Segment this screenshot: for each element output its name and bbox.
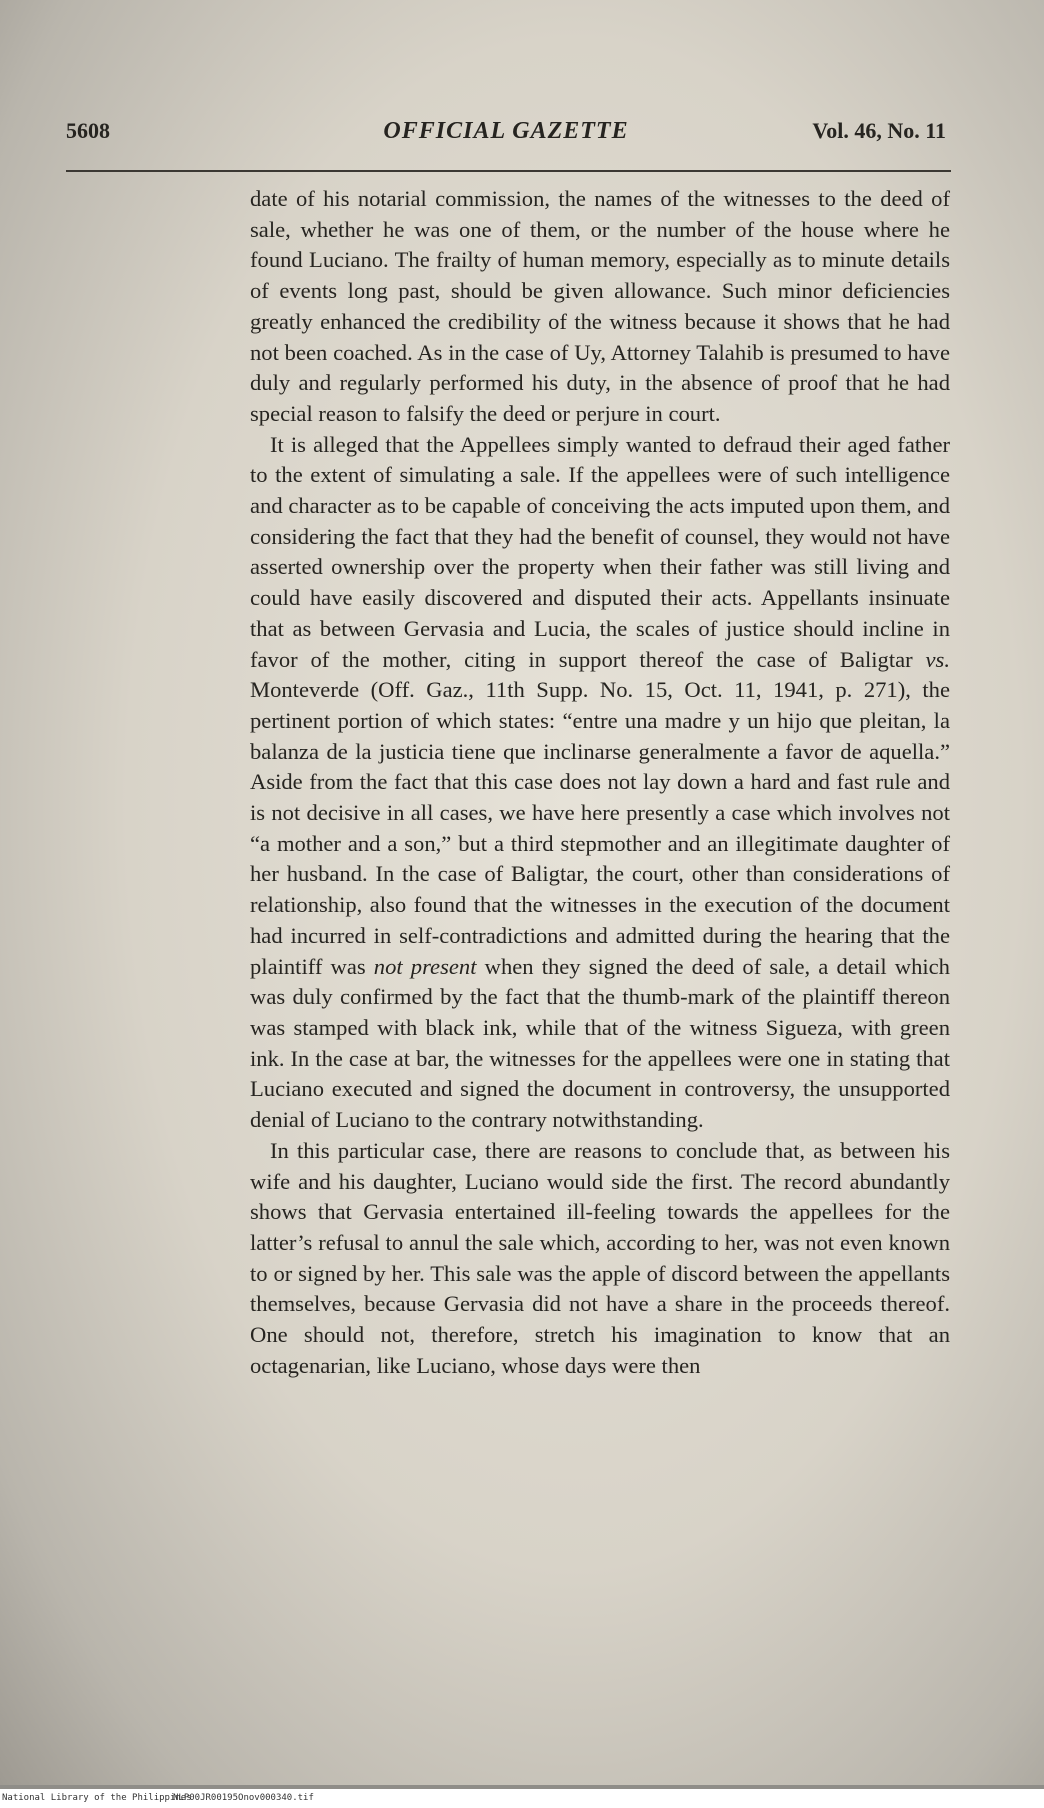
paragraph-particular-case: In this particular case, there are reasons to conclude that, as between his wife and his daughter, Luciano would side the first. The record abundantly shows that Gervasia entertained ill-feeling towards the appellees for the latter’s refusal to annul the sale which, according to her, was not even known to or signed by her. This sale was the apple of discord between the appellants themselves, because Gervasia did not have a share in the proceeds thereof. One should not, therefore, stretch his imagination to know that an octagenarian, like Luciano, whose days were then: [250, 1137, 950, 1378]
header-rule: [66, 170, 951, 172]
publication-title: OFFICIAL GAZETTE: [383, 118, 629, 144]
paragraph-defraud: [250, 430, 950, 1136]
scan-file-id: NLP00JR00195Onov000340.tif: [173, 1793, 314, 1803]
body-text: [250, 184, 950, 1381]
paragraph-text: when they signed the deed of sale, a detail which was duly confirmed by the fact that the thumb-mark of the plaintiff thereon was stamped with black ink, while that of the witness Sigueza, with green ink. In the case at bar, the witnesses for the appellees were one in stating that Luciano executed and signed the document in controversy, the unsupported denial of Luciano to the contrary notwithstanding.: [250, 953, 950, 1133]
scan-footer: [0, 1789, 1044, 1808]
emphasis-text: not present: [373, 953, 477, 979]
paragraph-text: It is alleged that the Appellees simply wanted to defraud their aged father to the extent of simulating a sale. If the appellees were of such intelligence and character as to be capable of conceiving the acts imputed upon them, and considering the fact that they had the benefit of counsel, they would not have asserted ownership over the property when their father was still living and could have easily discovered and disputed their acts. Appellants insinuate that as between Gervasia and Lucia, the scales of justice should incline in favor of the mother, citing in support thereof the case of Baligtar: [250, 431, 950, 672]
library-credit: National Library of the Philippines: [2, 1793, 192, 1803]
running-header: [66, 118, 946, 158]
versus-abbrev: vs.: [925, 646, 950, 672]
page-number: 5608: [66, 118, 110, 143]
paragraph-continued: date of his notarial commission, the names of the witnesses to the deed of sale, whether he was one of them, or the number of the house where he found Luciano. The frailty of human memory, especially as to minute details of events long past, should be given allowance. Such minor deficiencies greatly enhanced the credibility of the witness because it shows that he had not been coached. As in the case of Uy, Attorney Talahib is presumed to have duly and regularly performed his duty, in the absence of proof that he had special reason to falsify the deed or perjure in court.: [250, 186, 950, 426]
paragraph-text: Monteverde (Off. Gaz., 11th Supp. No. 15, Oct. 11, 1941, p. 271), the pertinent portion of which states: “entre una madre y un hijo que pleitan, la balanza de la justicia tiene que inclinarse generalmente a favor de aquella.” Aside from the fact that this case does not lay down a hard and fast rule and is not decisive in all cases, we have here presently a case which involves not “a mother and a son,” but a third stepmother and an illegitimate daughter of her husband. In the case of Baligtar, the court, other than considerations of relationship, also found that the witnesses in the execution of the document had incurred in self-contradictions and admitted during the hearing that the plaintiff was: [250, 677, 950, 979]
volume-number: Vol. 46, No. 11: [812, 118, 946, 143]
